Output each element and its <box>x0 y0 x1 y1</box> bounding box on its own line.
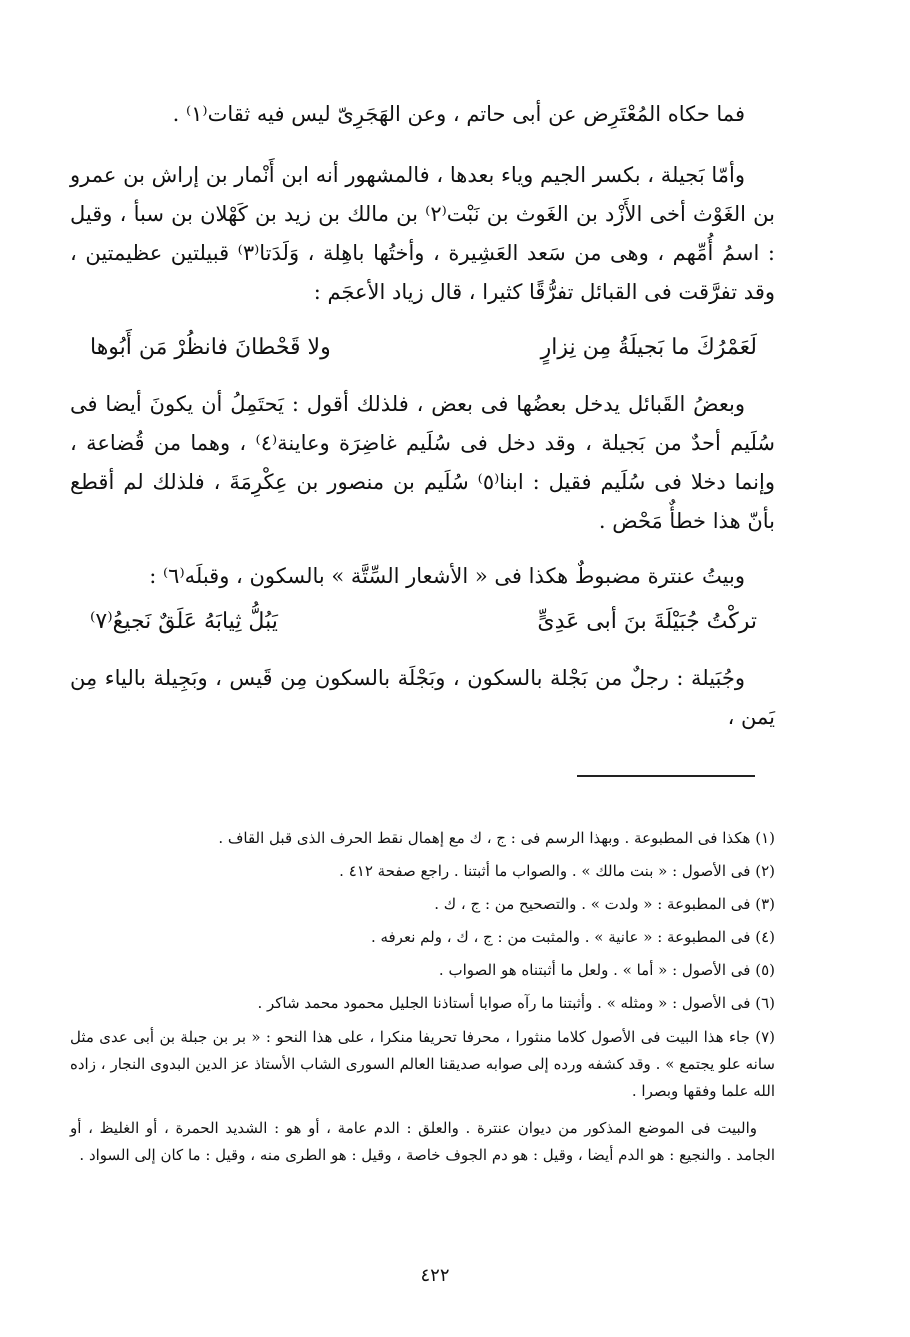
verse-2-second-hemistich: يَبُلُّ ثِيابَهُ عَلَقٌ نَجيعُ⁽٧⁾ <box>90 609 278 634</box>
verse-1-second-hemistich: ولا قَحْطانَ فانظُرْ مَن أَبُوها <box>90 335 331 360</box>
paragraph-5: وجُبَيلة : رجلٌ من بَجْلة بالسكون ، وبَجْلَة بالسكون مِن قَيس ، وبَجِيلة بالياء مِن يَمن ، <box>70 666 775 729</box>
footnote-1: (١) هكذا فى المطبوعة . وبهذا الرسم فى : ج ، ك مع إهمال نقط الحرف الذى قبل القاف . <box>218 829 775 847</box>
main-text <box>70 95 775 753</box>
footnote-separator <box>577 775 755 777</box>
footnote-6: (٦) فى الأصول : « ومثله » . وأثبتنا ما رآه صوابا أستاذنا الجليل محمود محمد شاكر . <box>257 994 775 1012</box>
verse-2-first-hemistich: تركْتُ جُبَيْلَةَ بنَ أبى عَدِىٍّ <box>537 609 757 634</box>
footnote-2: (٢) فى الأصول : « بنت مالك » . والصواب ما أثبتنا . راجع صفحة ٤١٢ . <box>339 862 775 880</box>
verse-1-first-hemistich: لَعَمْرُكَ ما بَجيلَةُ مِن نِزارٍ <box>540 335 757 360</box>
footnote-4: (٤) فى المطبوعة : « عانية » . والمثبت من : ج ، ك ، ولم نعرفه . <box>370 928 775 946</box>
paragraph-2: وأمّا بَجيلة ، بكسر الجيم وياء بعدها ، فالمشهور أنه ابن أَنْمار بن إراش بن عمرو بن الغَوْث أخى الأَزْد بن الغَوث بن نَبْت⁽٢⁾ بن مالك بن زيد بن كَهْلان بن سبأ ، وقيل : اسمُ أُمِّهم ، وهى من سَعد العَشِيرة ، وأختُها باهِلة ، وَلَدَتا⁽٣⁾ قبيلتين عظيمتين ، وقد تفرَّقت فى القبائل تفرُّقًا كثيرا ، قال زياد الأعجَم : <box>70 163 775 304</box>
footnote-5: (٥) فى الأصول : « أما » . ولعل ما أثبتناه هو الصواب . <box>438 961 775 979</box>
paragraph-3: وبعضُ القَبائل يدخل بعضُها فى بعض ، فلذلك أقول : يَحتَمِلُ أن يكونَ أيضا فى سُلَيم أحدٌ من بَجيلة ، وقد دخل فى سُلَيم غاضِرَة وعاينة⁽٤⁾ ، وهما من قُضاعة ، وإنما دخلا فى سُلَيم فقيل : ابنا⁽٥⁾ سُلَيم بن منصور بن عِكْرِمَةَ ، فلذلك لم أقطع بأنّ هذا خطأٌ مَحْض . <box>70 392 776 533</box>
paragraph-4: وبيتُ عنترة مضبوطٌ هكذا فى « الأشعار السِّتَّة » بالسكون ، وقبلَه⁽٦⁾ : <box>149 564 745 588</box>
footnote-7-continuation: والبيت فى الموضع المذكور من ديوان عنترة . والعلق : الدم عامة ، أو هو : الشديد الحمرة ، أو الغليظ ، أو الجامد . والنجيع : هو الدم أيضا ، وقيل : هو دم الجوف خاصة ، وقيل : هو الطرى منه ، وقيل : ما كان إلى السواد . <box>70 1119 775 1164</box>
footnote-7: (٧) جاء هذا البيت فى الأصول كلاما منثورا ، محرفا تحريفا منكرا ، على هذا النحو : « بر بن جبلة بن أبى عدى مثل سانه علو يجتمع » . وقد كشفه ورده إلى صوابه صديقنا العالم السورى الشاب الأستاذ عز الدين البدوى النجار ، زاده الله علما وفقها وبصرا . <box>70 1028 775 1100</box>
footnotes <box>70 822 775 1169</box>
page-number: ٤٢٢ <box>420 1265 450 1286</box>
verse-2 <box>70 602 775 641</box>
footnote-3: (٣) فى المطبوعة : « ولدت » . والتصحيح من : ج ، ك . <box>434 895 775 913</box>
verse-1 <box>70 328 775 367</box>
paragraph-1: فما حكاه المُعْتَرِض عن أبى حاتم ، وعن الهَجَرِىّ ليس فيه ثقات⁽١⁾ . <box>172 102 745 126</box>
